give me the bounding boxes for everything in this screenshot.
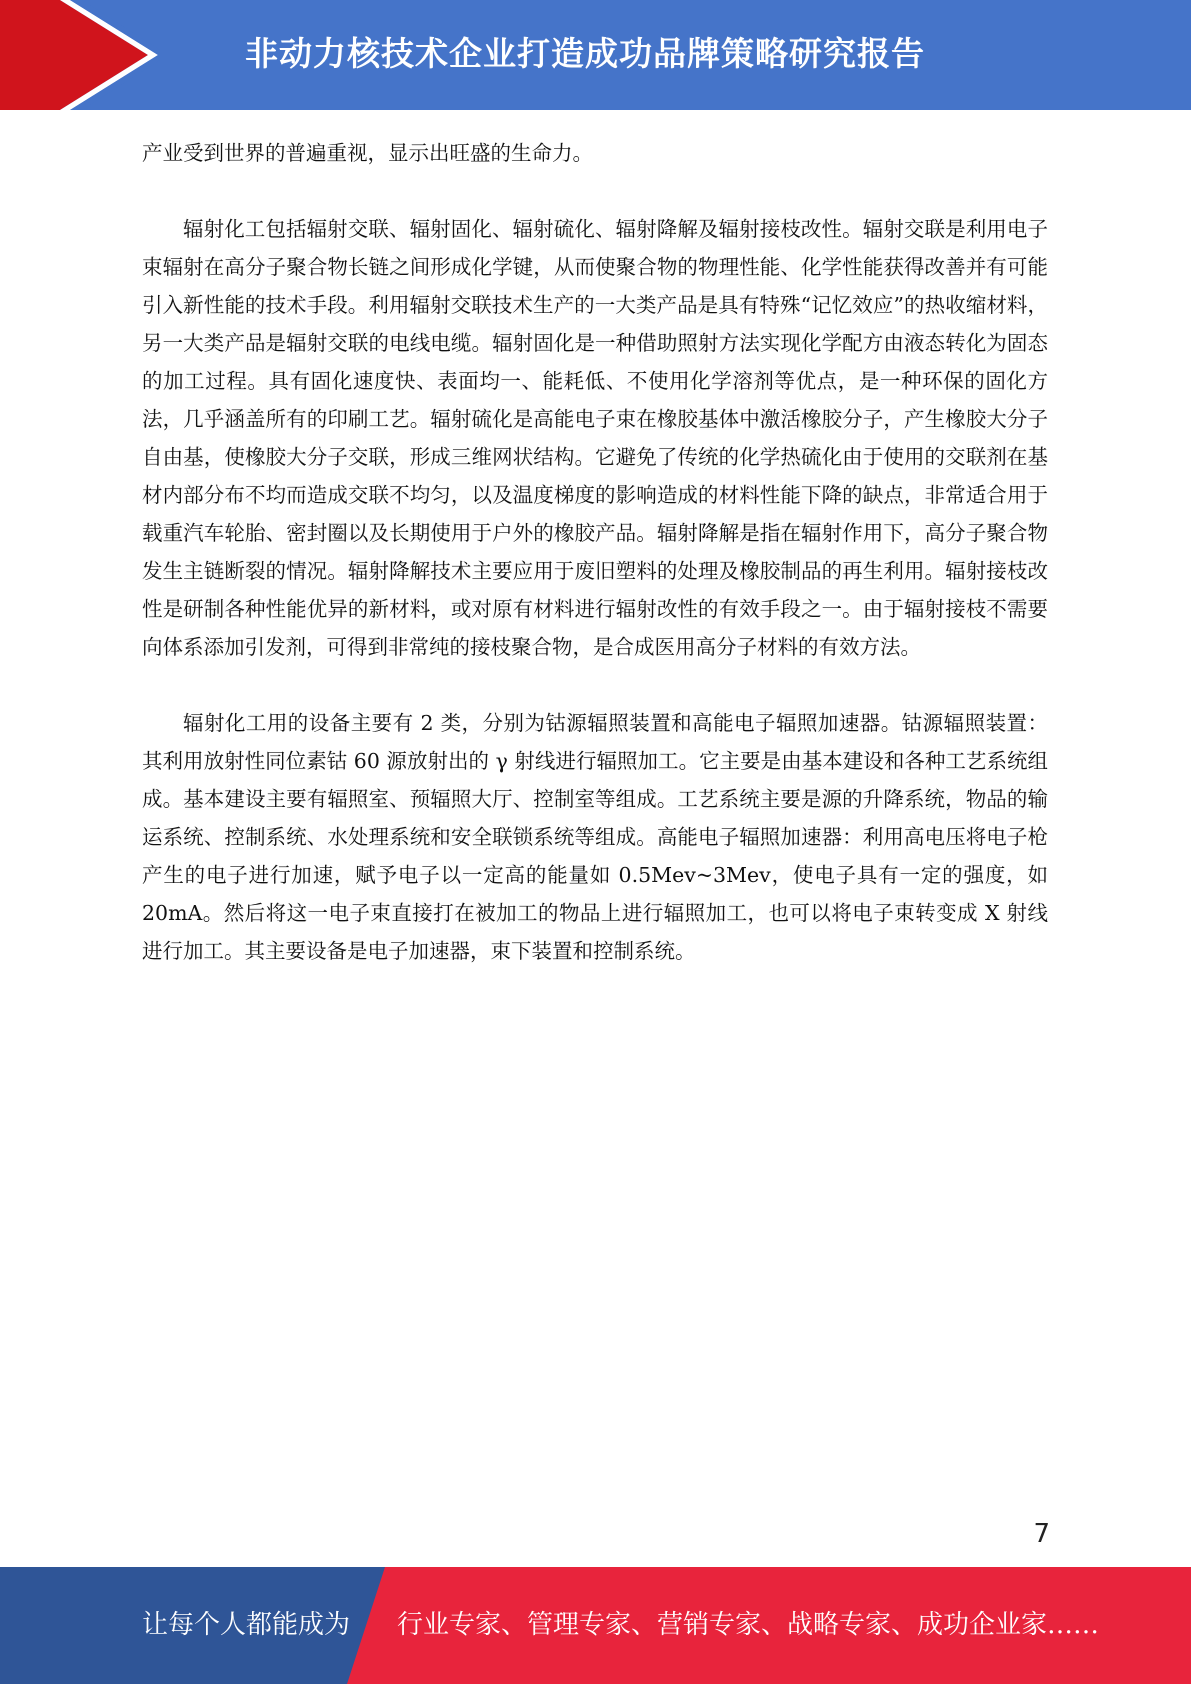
paragraph-radiation-chemistry: 辐射化工包括辐射交联、辐射固化、辐射硫化、辐射降解及辐射接枝改性。辐射交联是利用电子束辐射在高分子聚合物长链之间形成化学键，从而使聚合物的物理性能、化学性能获得改善并有可能引入新性能的技术手段。利用辐射交联技术生产的一大类产品是具有特殊“记忆效应”的热收缩材料，另一大类产品是辐射交联的电线电缆。辐射固化是一种借助照射方法实现化学配方由液态转化为固态的加工过程。具有固化速度快、表面均一、能耗低、不使用化学溶剂等优点，是一种环保的固化方法，几乎涵盖所有的印刷工艺。辐射硫化是高能电子束在橡胶基体中激活橡胶分子，产生橡胶大分子自由基，使橡胶大分子交联，形成三维网状结构。它避免了传统的化学热硫化由于使用的交联剂在基材内部分布不均而造成交联不均匀，以及温度梯度的影响造成的材料性能下降的缺点，非常适合用于载重汽车轮胎、密封圈以及长期使用于户外的橡胶产品。辐射降解是指在辐射作用下，高分子聚合物发生主链断裂的情况。辐射降解技术主要应用于废旧塑料的处理及橡胶制品的再生利用。辐射接枝改性是研制各种性能优异的新材料，或对原有材料进行辐射改性的有效手段之一。由于辐射接枝不需要向体系添加引发剂，可得到非常纯的接枝聚合物，是合成医用高分子材料的有效方法。 xyxy=(142,217,1048,659)
report-title: 非动力核技术企业打造成功品牌策略研究报告 xyxy=(245,34,925,73)
footer-slogan-right: 行业专家、管理专家、营销专家、战略专家、成功企业家…… xyxy=(397,1610,1100,1640)
paragraph-continuation: 产业受到世界的普遍重视，显示出旺盛的生命力。 xyxy=(142,141,593,165)
red-chevron-decoration xyxy=(0,0,160,110)
page-number: 7 xyxy=(1033,1519,1050,1549)
document-body xyxy=(142,134,1048,970)
header-banner xyxy=(0,0,1191,110)
footer-slogan-left: 让每个人都能成为 xyxy=(142,1610,351,1640)
paragraph-equipment: 辐射化工用的设备主要有 2 类，分别为钴源辐照装置和高能电子辐照加速器。钴源辐照装置：其利用放射性同位素钴 60 源放射出的 γ 射线进行辐照加工。它主要是由基本建设和各种工艺系统组成。基本建设主要有辐照室、预辐照大厅、控制室等组成。工艺系统主要是源的升降系统，物品的输运系统、控制系统、水处理系统和安全联锁系统等组成。高能电子辐照加速器：利用高电压将电子枪产生的电子进行加速，赋予电子以一定高的能量如 0.5Mev~3Mev，使电子具有一定的强度，如 20mA。然后将这一电子束直接打在被加工的物品上进行辐照加工，也可以将电子束转变成 X 射线进行加工。其主要设备是电子加速器，束下装置和控制系统。 xyxy=(142,711,1048,963)
footer-banner xyxy=(0,1567,1191,1684)
